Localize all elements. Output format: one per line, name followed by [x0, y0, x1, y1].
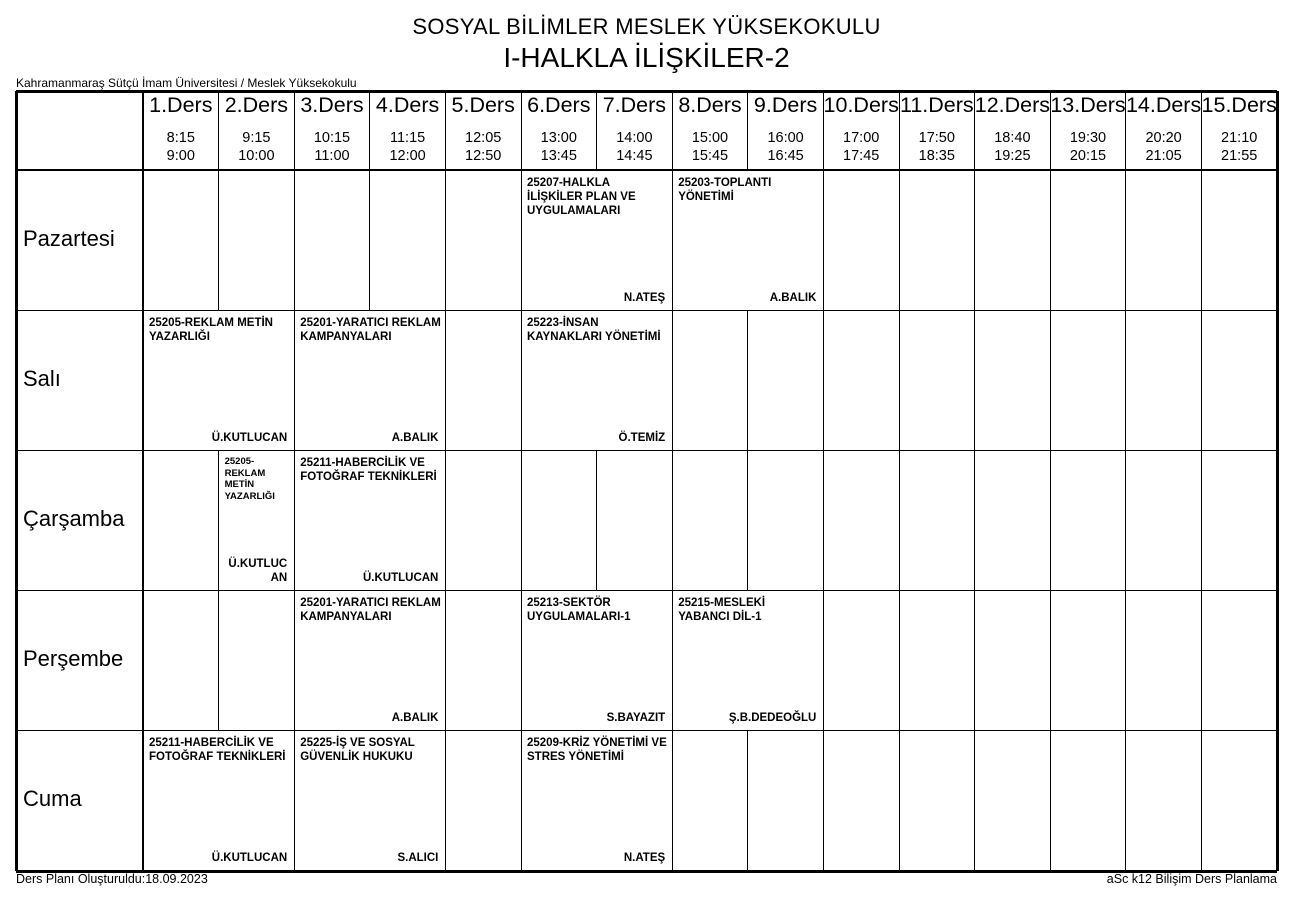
lesson-teacher: Ü.KUTLUCAN: [211, 852, 288, 864]
period-separator: [369, 170, 370, 310]
table-border: [15, 91, 18, 871]
period-separator: [899, 170, 900, 310]
period-separator: [974, 590, 975, 730]
created-date-label: Ders Planı Oluşturuldu:18.09.2023: [16, 872, 208, 886]
period-header-name: 12.Ders: [974, 93, 1051, 117]
lesson-subject: 25211-HABERCİLİK VE FOTOĞRAF TEKNİKLERİ: [300, 457, 437, 483]
day-label: Pazartesi: [23, 226, 115, 251]
period-header-time: 21:10 21:55: [1221, 130, 1258, 164]
period-header-name: 4.Ders: [375, 93, 440, 117]
lesson-teacher: Ü.KUTLUCAN: [228, 558, 288, 584]
lesson-cell[interactable]: [672, 590, 823, 730]
period-separator: [1125, 450, 1126, 590]
period-header-name: 13.Ders: [1050, 93, 1126, 117]
period-header-name: 10.Ders: [823, 93, 899, 117]
period-separator: [1050, 170, 1051, 310]
lesson-teacher: A.BALIK: [391, 712, 439, 724]
lesson-teacher: S.ALICI: [397, 852, 439, 864]
period-separator: [899, 310, 900, 450]
period-header-name: 5.Ders: [451, 93, 515, 117]
lesson-cell[interactable]: [521, 590, 672, 730]
lesson-subject: 25223-İNSAN KAYNAKLARI YÖNETİMİ: [527, 317, 661, 343]
institution-label: Kahramanmaraş Sütçü İmam Üniversitesi / Meslek Yüksekokulu: [16, 76, 357, 90]
period-header-name: 8.Ders: [678, 93, 742, 117]
period-separator: [218, 590, 219, 730]
period-header-time: 17:50 18:35: [918, 130, 955, 164]
lesson-subject: 25201-YARATICI REKLAM KAMPANYALARI: [300, 597, 441, 623]
day-label: Cuma: [23, 786, 82, 811]
period-header-time: 15:00 15:45: [691, 130, 729, 164]
lesson-teacher: Ü.KUTLUCAN: [211, 432, 288, 444]
lesson-subject: 25203-TOPLANTI YÖNETİMİ: [678, 177, 772, 203]
period-header-name: 7.Ders: [602, 93, 667, 117]
lesson-subject: 25215-MESLEKİ YABANCI DİL-1: [678, 597, 766, 623]
lesson-subject: 25207-HALKLA İLİŞKİLER PLAN VE UYGULAMALARI: [527, 177, 636, 217]
lesson-teacher: Ü.KUTLUCAN: [362, 572, 439, 584]
period-header-time: 16:00 16:45: [767, 130, 804, 164]
period-separator: [974, 730, 975, 870]
lesson-teacher: A.BALIK: [391, 432, 439, 444]
lesson-subject: 25201-YARATICI REKLAM KAMPANYALARI: [300, 317, 441, 343]
school-title: SOSYAL BİLİMLER MESLEK YÜKSEKOKULU: [412, 14, 881, 39]
period-separator: [823, 450, 824, 590]
period-separator: [747, 730, 748, 870]
lesson-cell[interactable]: [143, 310, 294, 450]
period-separator: [1201, 590, 1202, 730]
period-separator: [1125, 730, 1126, 870]
period-separator: [823, 310, 824, 450]
period-header-name: 3.Ders: [300, 93, 364, 117]
period-header-name: 14.Ders: [1125, 93, 1202, 117]
lesson-subject: 25205-REKLAM METİN YAZARLIĞI: [149, 317, 273, 343]
period-header-time: 13:00 13:45: [540, 130, 577, 164]
period-separator: [823, 730, 824, 870]
day-label: Salı: [23, 366, 61, 391]
period-separator: [1201, 310, 1202, 450]
period-separator: [445, 170, 446, 310]
lesson-cell[interactable]: [294, 310, 445, 450]
lesson-subject: 25209-KRİZ YÖNETİMİ VE STRES YÖNETİMİ: [527, 737, 667, 763]
lesson-teacher: N.ATEŞ: [623, 852, 666, 864]
lesson-cell[interactable]: [521, 170, 672, 310]
lesson-teacher: N.ATEŞ: [623, 292, 666, 304]
lesson-cell[interactable]: [143, 730, 294, 870]
lesson-cell[interactable]: [294, 590, 445, 730]
period-header-time: 8:15 9:00: [166, 130, 195, 164]
table-border: [1276, 91, 1279, 871]
period-header-name: 6.Ders: [527, 93, 591, 117]
period-separator: [1201, 450, 1202, 590]
lesson-teacher: S.BAYAZIT: [606, 712, 666, 724]
day-label: Perşembe: [23, 646, 124, 671]
period-separator: [1201, 170, 1202, 310]
period-separator: [1201, 730, 1202, 870]
period-header-time: 20:20 21:05: [1145, 130, 1182, 164]
lesson-cell[interactable]: [294, 730, 445, 870]
period-header-time: 10:15 11:00: [313, 130, 351, 164]
lesson-cell[interactable]: [294, 450, 445, 590]
period-header-time: 14:00 14:45: [616, 130, 653, 164]
period-header-time: 17:00 17:45: [843, 130, 880, 164]
period-separator: [974, 310, 975, 450]
lesson-teacher: Ş.B.DEDEOĞLU: [728, 712, 817, 724]
day-label: Çarşamba: [23, 506, 125, 531]
period-separator: [1050, 450, 1051, 590]
lesson-teacher: Ö.TEMİZ: [618, 432, 666, 444]
period-separator: [1050, 730, 1051, 870]
period-separator: [747, 450, 748, 590]
period-header-time: 12:05 12:50: [465, 130, 502, 164]
lesson-cell[interactable]: [219, 450, 295, 590]
lesson-subject: 25225-İŞ VE SOSYAL GÜVENLİK HUKUKU: [300, 737, 415, 763]
class-title: I-HALKLA İLİŞKİLER-2: [503, 42, 790, 73]
lesson-teacher: A.BALIK: [769, 292, 817, 304]
period-separator: [1050, 310, 1051, 450]
period-header-name: 11.Ders: [899, 93, 974, 117]
lesson-cell[interactable]: [521, 730, 672, 870]
period-header-name: 15.Ders: [1201, 93, 1277, 117]
lesson-cell[interactable]: [521, 310, 672, 450]
period-separator: [1125, 170, 1126, 310]
period-separator: [1125, 310, 1126, 450]
period-separator: [596, 450, 597, 590]
period-header-time: 11:15 12:00: [389, 130, 426, 164]
period-separator: [747, 310, 748, 450]
period-header-time: 19:30 20:15: [1069, 130, 1107, 164]
lesson-subject: 25213-SEKTÖR UYGULAMALARI-1: [527, 597, 631, 623]
period-header-time: 18:40 19:25: [994, 130, 1031, 164]
period-header-time: 9:15 10:00: [238, 130, 275, 164]
period-separator: [294, 170, 295, 310]
period-separator: [1050, 590, 1051, 730]
lesson-subject: 25205-REKLAM METİN YAZARLIĞI: [224, 456, 275, 502]
period-header-name: 1.Ders: [149, 93, 213, 117]
period-separator: [899, 450, 900, 590]
period-separator: [521, 450, 522, 590]
period-separator: [974, 170, 975, 310]
period-separator: [1125, 590, 1126, 730]
software-label: aSc k12 Bilişim Ders Planlama: [1106, 872, 1277, 886]
period-separator: [672, 450, 673, 590]
period-header-name: 2.Ders: [224, 93, 289, 117]
period-separator: [974, 450, 975, 590]
lesson-cell[interactable]: [672, 170, 823, 310]
period-separator: [899, 590, 900, 730]
lesson-subject: 25211-HABERCİLİK VE FOTOĞRAF TEKNİKLERİ: [149, 737, 286, 763]
period-separator: [218, 170, 219, 310]
period-header-name: 9.Ders: [753, 93, 818, 117]
period-separator: [899, 730, 900, 870]
